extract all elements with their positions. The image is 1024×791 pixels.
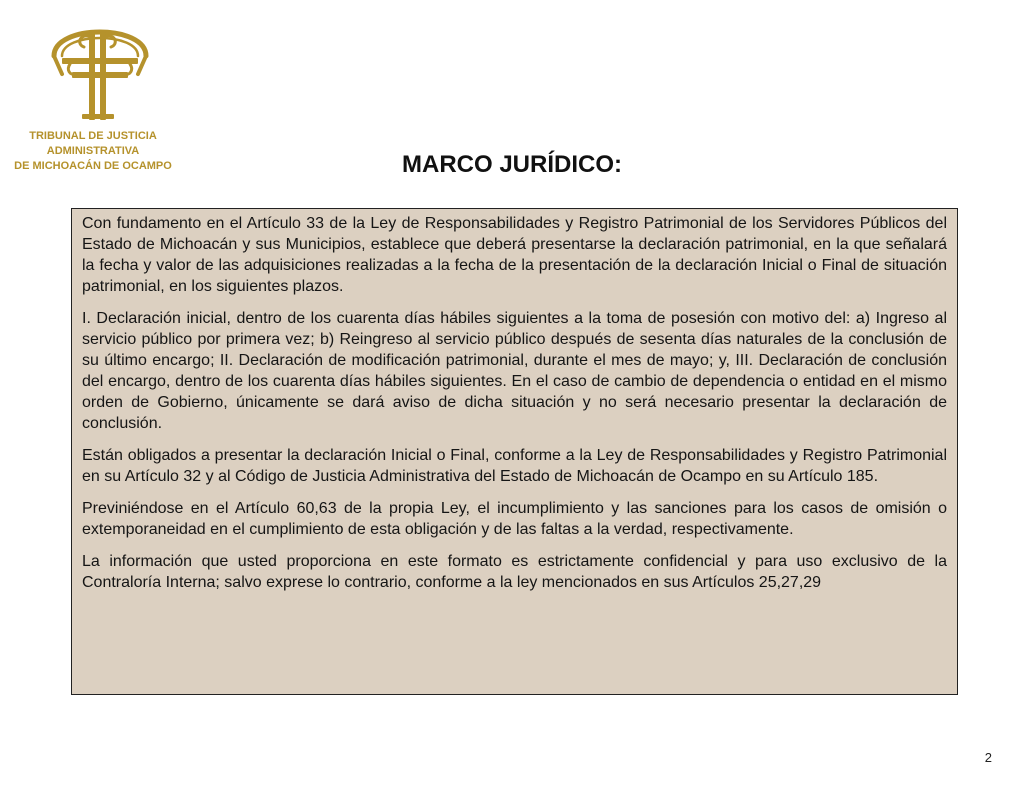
page-title: MARCO JURÍDICO: [402,151,622,178]
legal-framework-box [71,208,958,695]
organization-name-line-3: DE MICHOACÁN DE OCAMPO [14,160,172,172]
page-number: 2 [984,750,992,765]
organization-name-line-1: TRIBUNAL DE JUSTICIA [29,130,157,142]
paragraph-confidentiality: La información que usted proporciona en este formato es estrictamente confidencial y para uso exclusivo de la Contraloría Interna; salvo exprese lo contrario, conforme a la ley mencionados en sus Artículos 25,27,29 [82,553,947,591]
paragraph-sanctions: Previniéndose en el Artículo 60,63 de la propia Ley, el incumplimiento y las sanciones para los casos de omisión o extemporaneidad en el cumplimiento de esta obligación y de las faltas a la verdad, respectivamente. [82,500,947,538]
organization-name-line-2: ADMINISTRATIVA [46,145,140,157]
paragraph-obligated-parties: Están obligados a presentar la declaración Inicial o Final, conforme a la Ley de Responsabilidades y Registro Patrimonial en su Artículo 32 y al Código de Justicia Administrativa del Estado de Michoacán de Ocampo en su Artículo 185. [82,447,947,485]
paragraph-declaration-deadlines: I. Declaración inicial, dentro de los cuarenta días hábiles siguientes a la toma de posesión con motivo del: a) Ingreso al servicio público por primera vez; b) Reingreso al servicio público después de sesenta días naturales de la conclusión de su último encargo; II. Declaración de modificación patrimonial, durante el mes de mayo; y, III. Declaración de conclusión del encargo, dentro de los cuarenta días hábiles siguientes. En el caso de cambio de dependencia o entidad en el mismo orden de Gobierno, únicamente se dará aviso de dicha situación y no será necesario presentar la declaración de conclusión. [82,310,947,432]
paragraph-article-33: Con fundamento en el Artículo 33 de la Ley de Responsabilidades y Registro Patrimonial de los Servidores Públicos del Estado de Michoacán y sus Municipios, establece que deberá presentarse la declaración patrimonial, en la que señalará la fecha y valor de las adquisiciones realizadas a la fecha de la presentación de la declaración Inicial o Final de situación patrimonial, en los siguientes plazos. [82,215,947,295]
tjam-cross-logo-icon [40,14,160,126]
